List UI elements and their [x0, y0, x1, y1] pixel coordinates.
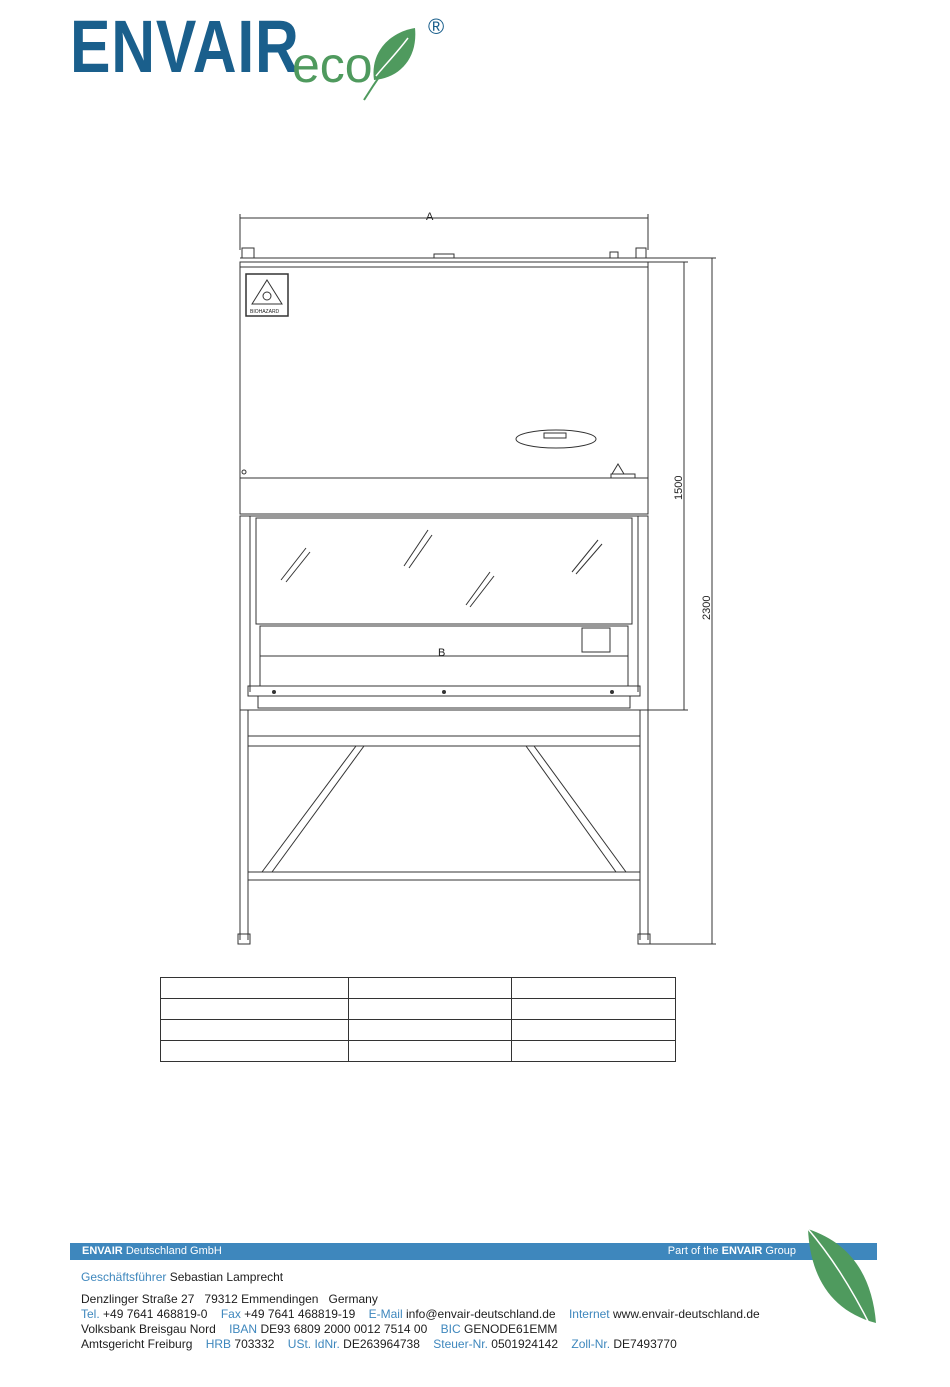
table-cell	[161, 1041, 349, 1062]
footer-company: ENVAIR Deutschland GmbH	[82, 1245, 222, 1257]
dim-inner-label: B	[438, 647, 446, 659]
table-row	[161, 999, 676, 1020]
table-cell	[348, 978, 512, 999]
table-cell	[512, 978, 676, 999]
leaf-icon	[360, 22, 430, 102]
cabinet-drawing	[226, 200, 726, 960]
footer-ceo: Geschäftsführer Sebastian Lamprecht	[81, 1270, 284, 1284]
table-row	[161, 1041, 676, 1062]
table-cell	[161, 1020, 349, 1041]
footer-leaf-icon	[800, 1225, 880, 1335]
registered-mark: ®	[428, 14, 445, 39]
spec-table	[160, 977, 676, 1062]
table-cell	[512, 1020, 676, 1041]
footer-registry: Amtsgericht Freiburg HRB 703332 USt. IdNr. DE263964738 Steuer-Nr. 0501924142 Zoll-Nr. DE7493770	[81, 1337, 677, 1351]
email-link[interactable]: info@envair-deutschland.de	[405, 1307, 556, 1321]
table-cell	[348, 1041, 512, 1062]
logo-suffix: eco	[292, 37, 373, 93]
table-cell	[348, 999, 512, 1020]
footer-bank: Volksbank Breisgau Nord IBAN DE93 6809 2000 0012 7514 00 BIC GENODE61EMM	[81, 1322, 558, 1336]
biohazard-label: BIOHAZARD	[250, 309, 280, 315]
table-row	[161, 978, 676, 999]
dim-cabinet-height-label: 1500	[673, 475, 685, 500]
footer-bar	[70, 1243, 877, 1260]
dim-width-label: A	[426, 211, 434, 223]
table-cell	[161, 999, 349, 1020]
footer-address: Denzlinger Straße 27 79312 Emmendingen Germany	[81, 1292, 378, 1306]
footer-contact: Tel. +49 7641 468819-0 Fax +49 7641 468819-19 E-Mail info@envair-deutschland.de Internet www.envair-deutschland.de	[81, 1307, 760, 1321]
table-cell	[512, 1041, 676, 1062]
table-cell	[348, 1020, 512, 1041]
logo-brand: ENVAIR	[70, 5, 300, 88]
website-link[interactable]: www.envair-deutschland.de	[612, 1307, 760, 1321]
table-row	[161, 1020, 676, 1041]
footer-group: Part of the ENVAIR Group	[667, 1245, 796, 1257]
envair-eco-logo	[70, 6, 470, 106]
table-cell	[161, 978, 349, 999]
dim-total-height-label: 2300	[701, 595, 713, 620]
table-cell	[512, 999, 676, 1020]
